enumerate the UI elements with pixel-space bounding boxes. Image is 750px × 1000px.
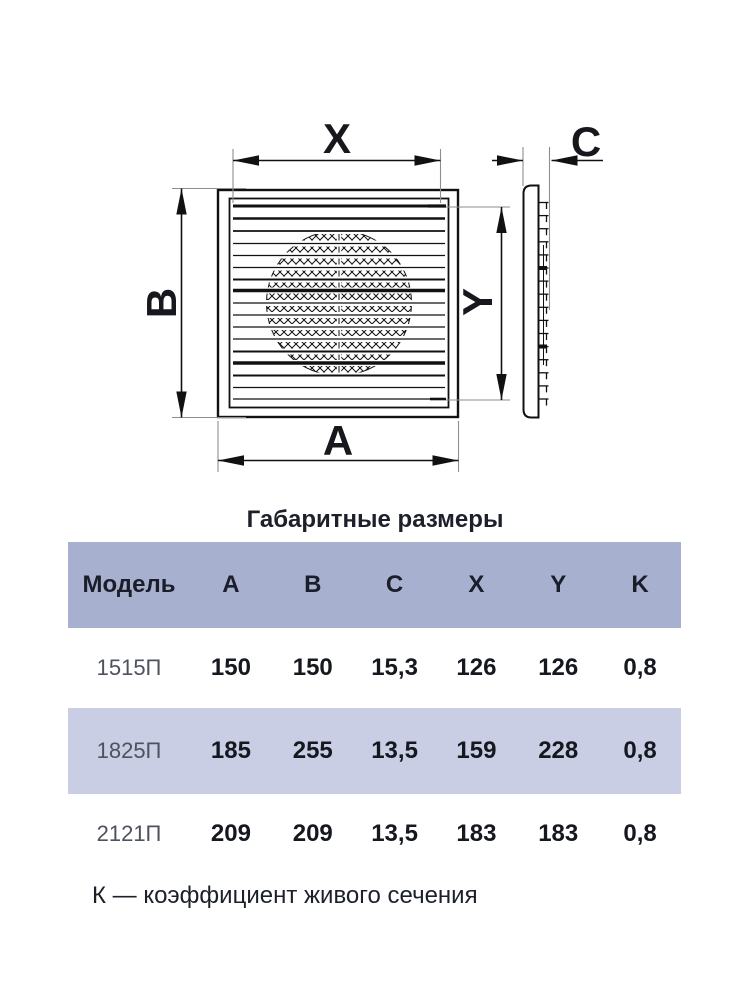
value-cell: 0,8 xyxy=(623,820,657,847)
column-header-model: Модель xyxy=(82,571,176,598)
footnote-k-coefficient: К — коэффициент живого сечения xyxy=(92,882,478,909)
dimension-a-label: A xyxy=(322,417,354,464)
model-cell: 1825П xyxy=(96,738,162,763)
table-row xyxy=(68,794,681,874)
column-header-b: B xyxy=(304,571,322,598)
model-cell: 1515П xyxy=(96,655,162,680)
side-flange-profile xyxy=(524,186,539,418)
dimension-y-label: Y xyxy=(454,287,501,317)
column-header-c: C xyxy=(385,571,404,598)
value-cell: 185 xyxy=(210,737,251,764)
column-header-k: K xyxy=(631,571,649,598)
value-cell: 13,5 xyxy=(371,737,418,764)
value-cell: 183 xyxy=(456,820,497,847)
value-cell: 0,8 xyxy=(623,654,657,681)
front-view xyxy=(218,190,458,417)
table-header-row xyxy=(68,542,681,628)
arrowhead-up-icon xyxy=(496,207,506,233)
arrowhead-left-icon xyxy=(233,155,259,165)
dimension-b xyxy=(138,189,187,418)
value-cell: 183 xyxy=(538,820,579,847)
dimension-y xyxy=(454,207,507,400)
value-cell: 126 xyxy=(456,654,497,681)
dimension-c xyxy=(492,118,603,166)
table-row xyxy=(68,628,681,708)
dimension-c-label: C xyxy=(570,118,602,165)
column-header-a: A xyxy=(222,571,240,598)
value-cell: 150 xyxy=(210,654,251,681)
value-cell: 150 xyxy=(292,654,333,681)
value-cell: 15,3 xyxy=(371,654,418,681)
dimension-x xyxy=(233,115,441,166)
value-cell: 159 xyxy=(456,737,497,764)
dimension-b-label: B xyxy=(138,287,185,319)
dimensions-table xyxy=(68,542,681,874)
dimension-a xyxy=(218,417,459,466)
table-row xyxy=(68,708,681,794)
arrowhead-down-icon xyxy=(176,392,186,418)
page-title: Габаритные размеры xyxy=(246,506,504,533)
arrowhead-left-icon xyxy=(218,455,244,465)
value-cell: 209 xyxy=(292,820,333,847)
column-header-y: Y xyxy=(550,571,567,598)
value-cell: 228 xyxy=(538,737,579,764)
value-cell: 209 xyxy=(210,820,251,847)
arrowhead-up-icon xyxy=(176,189,186,215)
value-cell: 255 xyxy=(292,737,333,764)
side-view xyxy=(524,186,549,418)
arrowhead-right-icon xyxy=(497,155,523,165)
arrowhead-right-icon xyxy=(433,455,459,465)
column-header-x: X xyxy=(468,571,485,598)
arrowhead-down-icon xyxy=(496,374,506,400)
value-cell: 126 xyxy=(538,654,579,681)
arrowhead-right-icon xyxy=(415,155,441,165)
side-louver-hooks xyxy=(539,203,549,406)
value-cell: 13,5 xyxy=(371,820,418,847)
dimension-x-label: X xyxy=(322,115,352,162)
model-cell: 2121П xyxy=(96,821,162,846)
value-cell: 0,8 xyxy=(623,737,657,764)
